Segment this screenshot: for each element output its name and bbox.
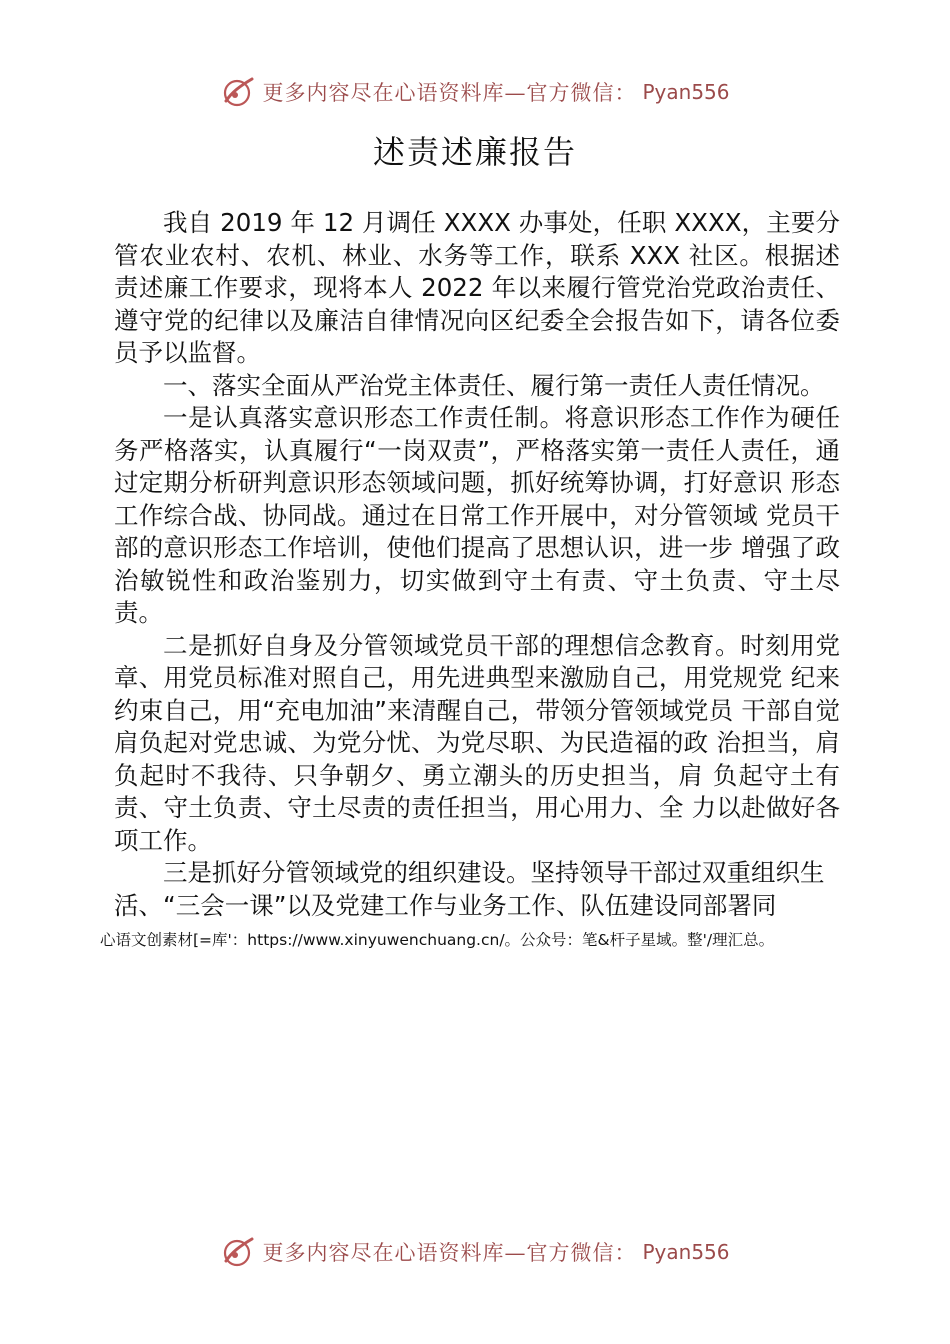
paragraph-intro: 我自 2019 年 12 月调任 XXXX 办事处，任职 XXXX，主要分管农业农村、农机、林业、水务等工作，联系 XXX 社区。根据述责述廉工作要求，现将本人 2022 年以来履行管党治党政治责任、遵守党的纪律以及廉洁自律情况向区纪委全会报告如下，请各位委员予以监督。	[114, 208, 840, 367]
watermark-wechat-id: Pyan556	[642, 80, 730, 104]
watermark-banner-top	[0, 72, 950, 112]
watermark-banner-bottom	[0, 1232, 950, 1272]
watermark-text: 更多内容尽在心语资料库—官方微信：	[262, 1241, 637, 1265]
document-body	[114, 207, 840, 922]
paragraph-ideals-education: 二是抓好自身及分管领域党员干部的理想信念教育。时刻用党章、用党员标准对照自己，用先进典型来激励自己，用党规党 纪来约束自己，用“充电加油”来清醒自己，带领分管领域党员 干部自觉肩负起对党忠诚、为党分忧、为党尽职、为民造福的政 治担当，肩负起时不我待、只争朝夕、勇立潮头的历史担当，肩 负起守土有责、守土负责、守土尽责的责任担当，用心用力、全 力以赴做好各项工作。	[114, 630, 840, 855]
source-note: 心语文创素材[=库'：https://www.xinyuwenchuang.cn/。公众号：笔&杆子星域。整'/理汇总。	[100, 931, 775, 949]
paragraph-organization: 三是抓好分管领域党的组织建设。坚持领导干部过双重组织生活、“三会一课”以及党建工作与业务工作、队伍建设同部署同	[114, 858, 825, 920]
document-title: 述责述廉报告	[372, 133, 577, 171]
brush-logo-icon	[220, 1234, 256, 1270]
paragraph-heading-one: 一、落实全面从严治党主体责任、履行第一责任人责任情况。	[163, 370, 825, 400]
watermark-wechat-id: Pyan556	[642, 1240, 730, 1264]
paragraph-ideology: 一是认真落实意识形态工作责任制。将意识形态工作作为硬任务严格落实，认真履行“一岗双责”，严格落实第一责任人责任，通过定期分析研判意识形态领域问题，抓好统筹协调，打好意识 形态工作综合战、协同战。通过在日常工作开展中，对分管领域 党员干部的意识形态工作培训，使他们提高了思想认识，进一步 增强了政治敏锐性和政治鉴别力，切实做到守土有责、守土负责、守土尽责。	[114, 403, 840, 627]
watermark-text: 更多内容尽在心语资料库—官方微信：	[262, 81, 637, 105]
brush-logo-icon	[220, 74, 256, 110]
